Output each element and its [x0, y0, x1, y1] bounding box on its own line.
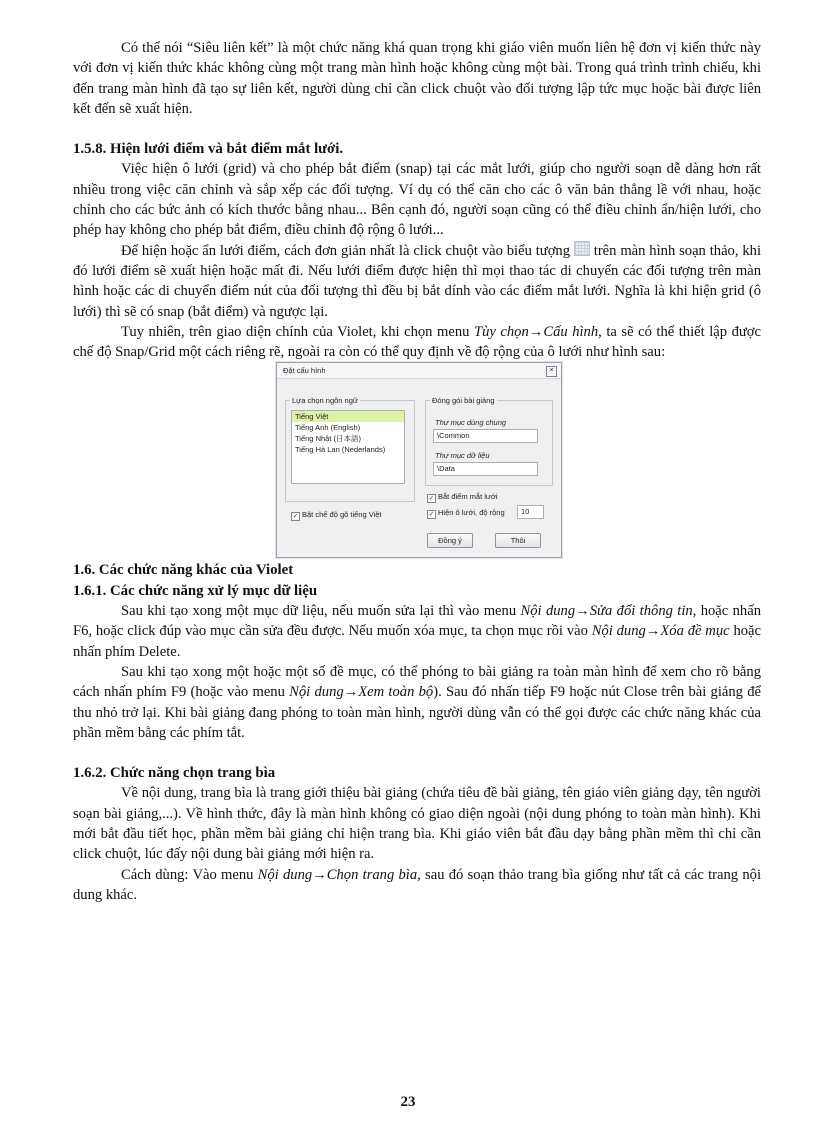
vietnamese-typing-label: Bật chế độ gõ tiếng Việt: [302, 510, 382, 520]
checkbox-check-icon: ✓: [428, 511, 435, 519]
paragraph-cover-page: Về nội dung, trang bìa là trang giới thiệu bài giảng (chứa tiêu đề bài giảng, tên giáo viên giảng dạy, tên người soạn bài giảng,...). Về hình thức, đây là màn hình không có giao diện ngoài (nội dung phóng to toàn màn hình). Khi mới bắt đầu tiết học, phần mềm bài giảng chỉ hiện trang bìa. Khi giáo viên bắt đầu dạy bằng phần mềm thì chỉ cần click chuột, lúc đấy nội dung bài giảng mới hiện ra.: [73, 785, 761, 863]
config-dialog-figure: [73, 362, 761, 560]
paragraph-config-text-a: Tuy nhiên, trên giao diện chính của Violet, khi chọn menu: [121, 323, 470, 340]
paragraph-hyperlink: Có thể nói “Siêu liên kết” là một chức năng khá quan trọng khi giáo viên muốn liên hệ đơn vị kiến thức này với đơn vị kiến thức khác không cùng một trang màn hình hoặc không cùng một bài. Trong quá trình trình chiếu, khi đến trang màn hình đã tạo sự liên kết, người dùng chỉ cần click chuột vào đối tượng lập tức mục hoặc bài được liên kết đến sẽ xuất hiện.: [73, 40, 761, 117]
common-folder-label: Thư mục dùng chung: [435, 418, 507, 428]
checkbox-check-icon: ✓: [428, 495, 435, 503]
heading-1-5-8: 1.5.8. Hiện lưới điểm và bắt điểm mắt lưới.: [73, 141, 344, 158]
language-item[interactable]: Tiếng Hà Lan (Nederlands): [295, 445, 386, 455]
language-item[interactable]: Tiếng Anh (English): [295, 423, 361, 433]
paragraph-edit-text-c: hoặc nhấn phím Delete.: [73, 623, 761, 660]
data-folder-label: Thư mục dữ liệu: [435, 451, 490, 461]
close-icon[interactable]: ×: [546, 366, 557, 377]
paragraph-edit-text-a: Sau khi tạo xong một mục dữ liệu, nếu muốn sửa lại thì vào menu: [121, 603, 517, 620]
ok-button[interactable]: Đồng ý: [427, 533, 473, 548]
snap-checkbox[interactable]: [427, 492, 498, 503]
language-item[interactable]: Tiếng Việt: [292, 411, 404, 422]
paragraph-fullscreen: [73, 662, 761, 743]
paragraph-edit-item: [73, 601, 761, 662]
paragraph-config-menu: [73, 322, 761, 363]
paragraph-cover-usage-text-b: , sau đó soạn thảo trang bìa giống như tất cả các trang nội dung khác.: [73, 866, 761, 903]
language-list[interactable]: [291, 410, 405, 484]
paragraph-edit-text-b: , hoặc nhấn F6, hoặc click đúp vào mục cần sửa đều được. Nếu muốn xóa mục, ta chọn mục rồi vào: [73, 603, 761, 640]
config-dialog: [276, 362, 562, 558]
language-item[interactable]: Tiếng Nhật (日本語): [295, 434, 361, 444]
paragraph-grid-icon-text-b: trên màn hình soạn thảo, khi đó lưới điểm sẽ xuất hiện hoặc mất đi. Nếu lưới điểm được hiện thì mọi thao tác di chuyển các đối tượng trên màn hình hoặc các di chuyển điểm nút của đối tượng thì đều bị bắt dính vào các điểm mắt lưới. Nghĩa là khi hiện grid (ô lưới) thì sẽ có snap (bắt điểm) và ngược lại.: [73, 242, 761, 320]
page-number: 23: [400, 1094, 416, 1110]
paragraph-fullscreen-text-a: Sau khi tạo xong một hoặc một số đề mục, có thể phóng to bài giảng ra toàn màn hình để xem cho rõ bằng cách nhấn phím F9 (hoặc vào menu: [73, 663, 761, 701]
heading-1-6-2: 1.6.2. Chức năng chọn trang bìa: [73, 765, 276, 782]
cancel-button[interactable]: Thôi: [495, 533, 541, 548]
dialog-title: Đặt cấu hình: [277, 363, 561, 379]
paragraph-config-text-b: , ta sẽ có thể thiết lập được chế độ Snap/Grid một cách riêng rẽ, ngoài ra còn có thể quy định về độ rộng của ô lưới như hình sau:: [73, 323, 761, 361]
common-folder-input[interactable]: \Common: [433, 429, 538, 443]
grid-width-input[interactable]: 10: [517, 505, 544, 519]
language-group-label: Lựa chọn ngôn ngữ: [292, 396, 358, 406]
data-folder-input[interactable]: \Data: [433, 462, 538, 476]
package-group-label: Đóng gói bài giảng: [432, 396, 495, 406]
checkbox-check-icon: ✓: [292, 513, 299, 521]
heading-1-6-1: 1.6.1. Các chức năng xử lý mục dữ liệu: [73, 582, 318, 599]
paragraph-grid-icon-text-a: Để hiện hoặc ẩn lưới điểm, cách đơn giản nhất là click chuột vào biểu tượng: [121, 242, 571, 259]
menu-path-config: Tùy chọn→Cấu hình: [473, 323, 599, 340]
menu-path-delete: Nội dung→Xóa đề mục: [591, 623, 730, 640]
paragraph-cover-usage: [73, 865, 761, 906]
paragraph-cover-usage-text-a: Cách dùng: Vào menu: [121, 866, 254, 883]
menu-path-cover: Nội dung→Chọn trang bìa: [257, 866, 418, 883]
document-page: [73, 38, 761, 905]
paragraph-grid-intro: Việc hiện ô lưới (grid) và cho phép bắt điểm (snap) tại các mắt lưới, giúp cho người soạn dễ dàng hơn rất nhiều trong việc căn chỉnh và sắp xếp các đối tượng. Ví dụ có thể căn cho các ô văn bản thẳng lề với nhau, hoặc chỉnh cho các bức ảnh có kích thước bằng nhau... Bên cạnh đó, người soạn cũng có thể điều chỉnh ẩn/hiện lưới, cho phép hay không cho phép bắt điểm, điều chỉnh độ rộng ô lưới...: [73, 161, 761, 239]
snap-label: Bắt điểm mắt lưới: [438, 492, 498, 502]
paragraph-fullscreen-text-b: ). Sau đó nhấn tiếp F9 hoặc nút Close trên bài giảng để thu nhỏ trở lại. Khi bài giảng đang phóng to toàn màn hình, người dùng vẫn có thể gọi được các chức năng khác của phần mềm bằng các phím tắt.: [73, 684, 761, 741]
menu-path-edit: Nội dung→Sửa đổi thông tin: [520, 603, 693, 620]
vietnamese-typing-checkbox[interactable]: [291, 510, 382, 521]
paragraph-grid-icon: [73, 241, 761, 322]
menu-path-view-all: Nội dung→Xem toàn bộ: [289, 684, 434, 701]
grid-icon: [574, 241, 590, 256]
grid-label: Hiện ô lưới, độ rộng: [438, 508, 505, 518]
heading-1-6: 1.6. Các chức năng khác của Violet: [73, 562, 294, 579]
grid-checkbox[interactable]: [427, 508, 505, 519]
